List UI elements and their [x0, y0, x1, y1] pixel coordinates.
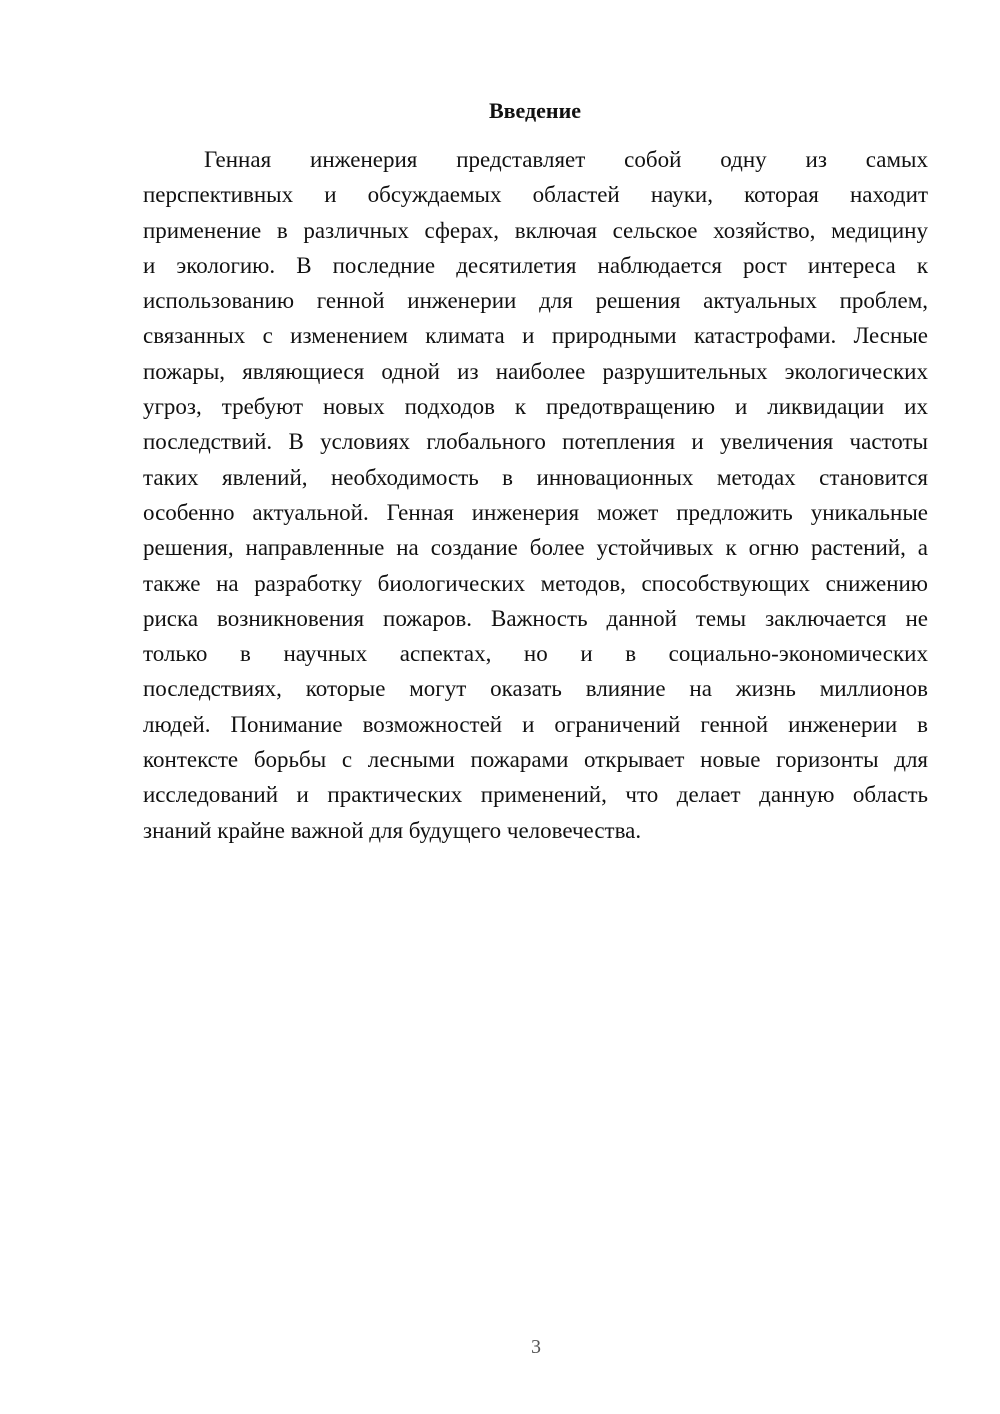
paragraph-line: решения, направленные на создание более устойчивых к огню растений, а: [143, 535, 928, 561]
paragraph-line: и экологию. В последние десятилетия наблюдается рост интереса к: [143, 252, 928, 278]
section-heading: Введение: [488, 98, 582, 123]
paragraph-line: связанных с изменением климата и природными катастрофами. Лесные: [143, 323, 928, 349]
paragraph-line: людей. Понимание возможностей и ограничений генной инженерии в: [143, 711, 928, 737]
paragraph-line: Генная инженерия представляет собой одну из самых: [204, 147, 928, 172]
paragraph-line: последствий. В условиях глобального потепления и увеличения частоты: [143, 429, 928, 455]
paragraph-line: перспективных и обсуждаемых областей науки, которая находит: [143, 182, 928, 208]
paragraph-line: последствиях, которые могут оказать влияние на жизнь миллионов: [143, 676, 928, 702]
paragraph-line: использованию генной инженерии для решения актуальных проблем,: [143, 288, 928, 314]
paragraph: [143, 142, 928, 848]
paragraph-line: только в научных аспектах, но и в социально-экономических: [143, 641, 928, 667]
paragraph-line: таких явлений, необходимость в инновационных методах становится: [143, 464, 928, 490]
paragraph-line: контексте борьбы с лесными пожарами открывает новые горизонты для: [143, 747, 928, 773]
paragraph-line: исследований и практических применений, что делает данную область: [143, 782, 928, 808]
paragraph-line: особенно актуальной. Генная инженерия может предложить уникальные: [143, 499, 928, 525]
paragraph-line: угроз, требуют новых подходов к предотвращению и ликвидации их: [143, 394, 928, 420]
page-number: 3: [531, 1336, 541, 1358]
paragraph-line: также на разработку биологических методов, способствующих снижению: [143, 570, 928, 596]
paragraph-line: применение в различных сферах, включая сельское хозяйство, медицину: [143, 217, 928, 243]
paragraph-line: знаний крайне важной для будущего человечества.: [143, 817, 642, 843]
paragraph-line: пожары, являющиеся одной из наиболее разрушительных экологических: [143, 358, 928, 384]
paragraph-line: риска возникновения пожаров. Важность данной темы заключается не: [143, 605, 928, 631]
